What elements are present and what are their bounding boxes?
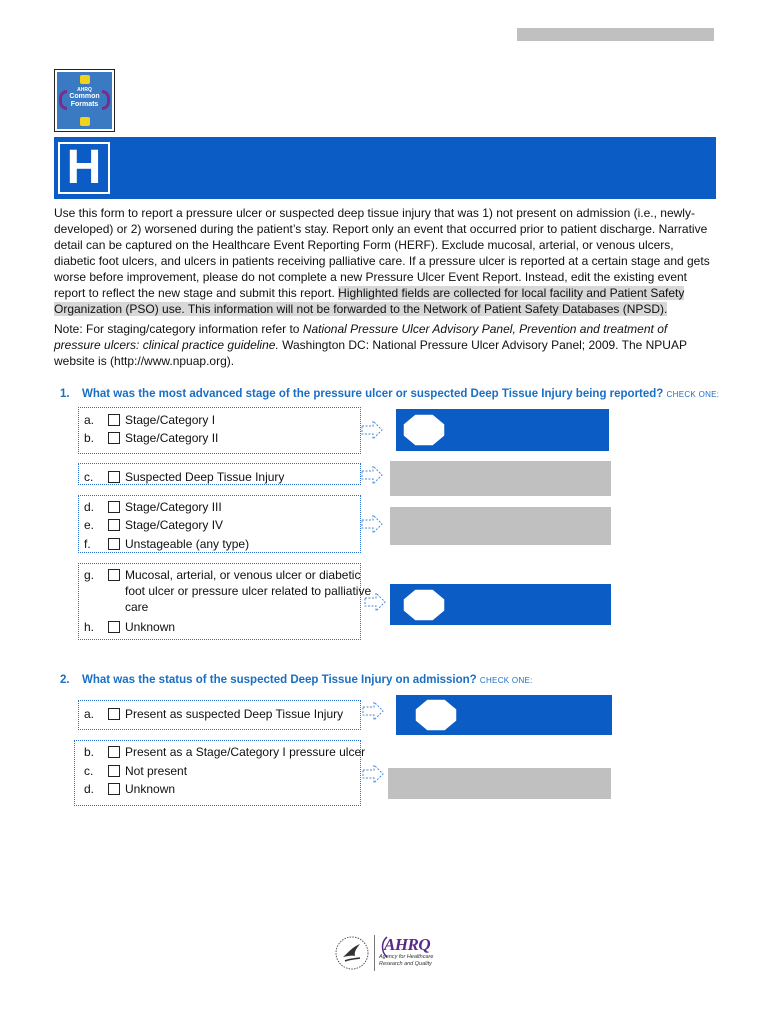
- question-2: 2. What was the status of the suspected Deep Tissue Injury on admission? CHECK ONE:: [60, 674, 533, 686]
- arrow-right-icon: [362, 764, 384, 784]
- logo-line-2: Common: [69, 93, 100, 100]
- q1-c-placeholder: [390, 461, 611, 496]
- checkbox[interactable]: [108, 783, 120, 795]
- hhs-eagle-icon: [334, 935, 370, 971]
- q2-bcd-placeholder: [388, 768, 611, 799]
- arrow-right-icon: [361, 420, 383, 440]
- logo-line-1: AHRQ: [77, 87, 92, 93]
- checkbox[interactable]: [108, 621, 120, 633]
- ahrq-footer-logo: [334, 933, 448, 975]
- checkbox[interactable]: [108, 519, 120, 531]
- ahrq-wordmark: AHRQ: [384, 935, 431, 954]
- header-placeholder-bar: [517, 28, 714, 41]
- lightbulb-icon: [80, 75, 90, 84]
- q1-option-e[interactable]: e. Stage/Category IV: [84, 518, 224, 532]
- checkbox[interactable]: [108, 765, 120, 777]
- arrow-right-icon: [361, 514, 383, 534]
- q2-option-c[interactable]: c. Not present: [84, 764, 188, 778]
- arrow-right-icon: [364, 592, 386, 612]
- stop-sign-icon: [414, 698, 458, 732]
- q2-a-result-box: [396, 695, 612, 735]
- stop-sign-icon: [402, 588, 446, 622]
- intro-paragraph: [54, 205, 716, 317]
- checkbox[interactable]: [108, 432, 120, 444]
- q2-option-d[interactable]: d. Unknown: [84, 782, 176, 796]
- common-formats-logo: [54, 69, 115, 132]
- note-paragraph: Note: For staging/category information refer to National Pressure Ulcer Advisory Panel, Prevention and treatment of pressure ulcers: clinical practice guideline. Washington DC: National Pressure Ulcer Advisory Panel; 2009. The NPUAP website is (http://www.npuap.org).: [54, 322, 687, 368]
- hospital-h-icon: H: [58, 142, 110, 194]
- citation: National Pressure Ulcer Advisory Panel, Prevention and treatment of pressure ulcers: clinical practice guideline.: [54, 322, 668, 352]
- checkbox[interactable]: [108, 538, 120, 550]
- arrow-right-icon: [361, 465, 383, 485]
- checkbox[interactable]: [108, 414, 120, 426]
- form-banner: [54, 137, 716, 199]
- q2-option-a[interactable]: a. Present as suspected Deep Tissue Injury: [84, 707, 344, 721]
- q1-option-g[interactable]: g. Mucosal, arterial, or venous ulcer or diabetic foot ulcer or pressure ulcer related to palliative care: [84, 568, 372, 614]
- logo-line-3: Formats: [70, 101, 99, 108]
- q1-option-b[interactable]: b. Stage/Category II: [84, 431, 219, 445]
- checkbox[interactable]: [108, 708, 120, 720]
- stop-sign-icon: [402, 413, 446, 447]
- arrow-right-icon: [362, 701, 384, 721]
- lightbulb-icon: [80, 117, 90, 126]
- q1-ab-result-box: [396, 409, 609, 451]
- question-1: 1. What was the most advanced stage of the pressure ulcer or suspected Deep Tissue Injury being reported? CHECK ONE:: [60, 388, 720, 400]
- intro-highlight: Highlighted fields are collected for local facility and Patient Safety Organization (PSO) use. This information will not be forwarded to the Network of Patient Safety Databases (NPSD).: [54, 286, 685, 316]
- q1-gh-result-box: [390, 584, 611, 625]
- q1-def-placeholder: [390, 507, 611, 545]
- checkbox[interactable]: [108, 569, 120, 581]
- q2-option-b[interactable]: b. Present as a Stage/Category I pressure ulcer: [84, 745, 366, 759]
- q1-option-a[interactable]: a. Stage/Category I: [84, 413, 216, 427]
- intro-body: Use this form to report a pressure ulcer or suspected deep tissue injury that was 1) not present on admission (i.e., newly-developed) or 2) worsened during the patient’s stay. Report only an event that occurred prior to patient discharge. Narrative detail can be captured on the Healthcare Event Reporting Form (HERF). Exclude mucosal, arterial, or venous ulcers, diabetic foot ulcers, and ulcers in patients receiving palliative care. If a pressure ulcer is reported at a certain stage and gets worse before improvement, please do not complete a new Pressure Ulcer Event Report. Instead, edit the existing event report to reflect the new stage and submit this report.: [54, 206, 710, 300]
- checkbox[interactable]: [108, 501, 120, 513]
- ahrq-tagline: Agency for Healthcare Research and Quality: [379, 954, 434, 967]
- q1-option-d[interactable]: d. Stage/Category III: [84, 500, 222, 514]
- q1-option-h[interactable]: h. Unknown: [84, 620, 176, 634]
- q1-option-c[interactable]: c. Suspected Deep Tissue Injury: [84, 470, 285, 484]
- checkbox[interactable]: [108, 746, 120, 758]
- q1-option-f[interactable]: f. Unstageable (any type): [84, 537, 250, 551]
- checkbox[interactable]: [108, 471, 120, 483]
